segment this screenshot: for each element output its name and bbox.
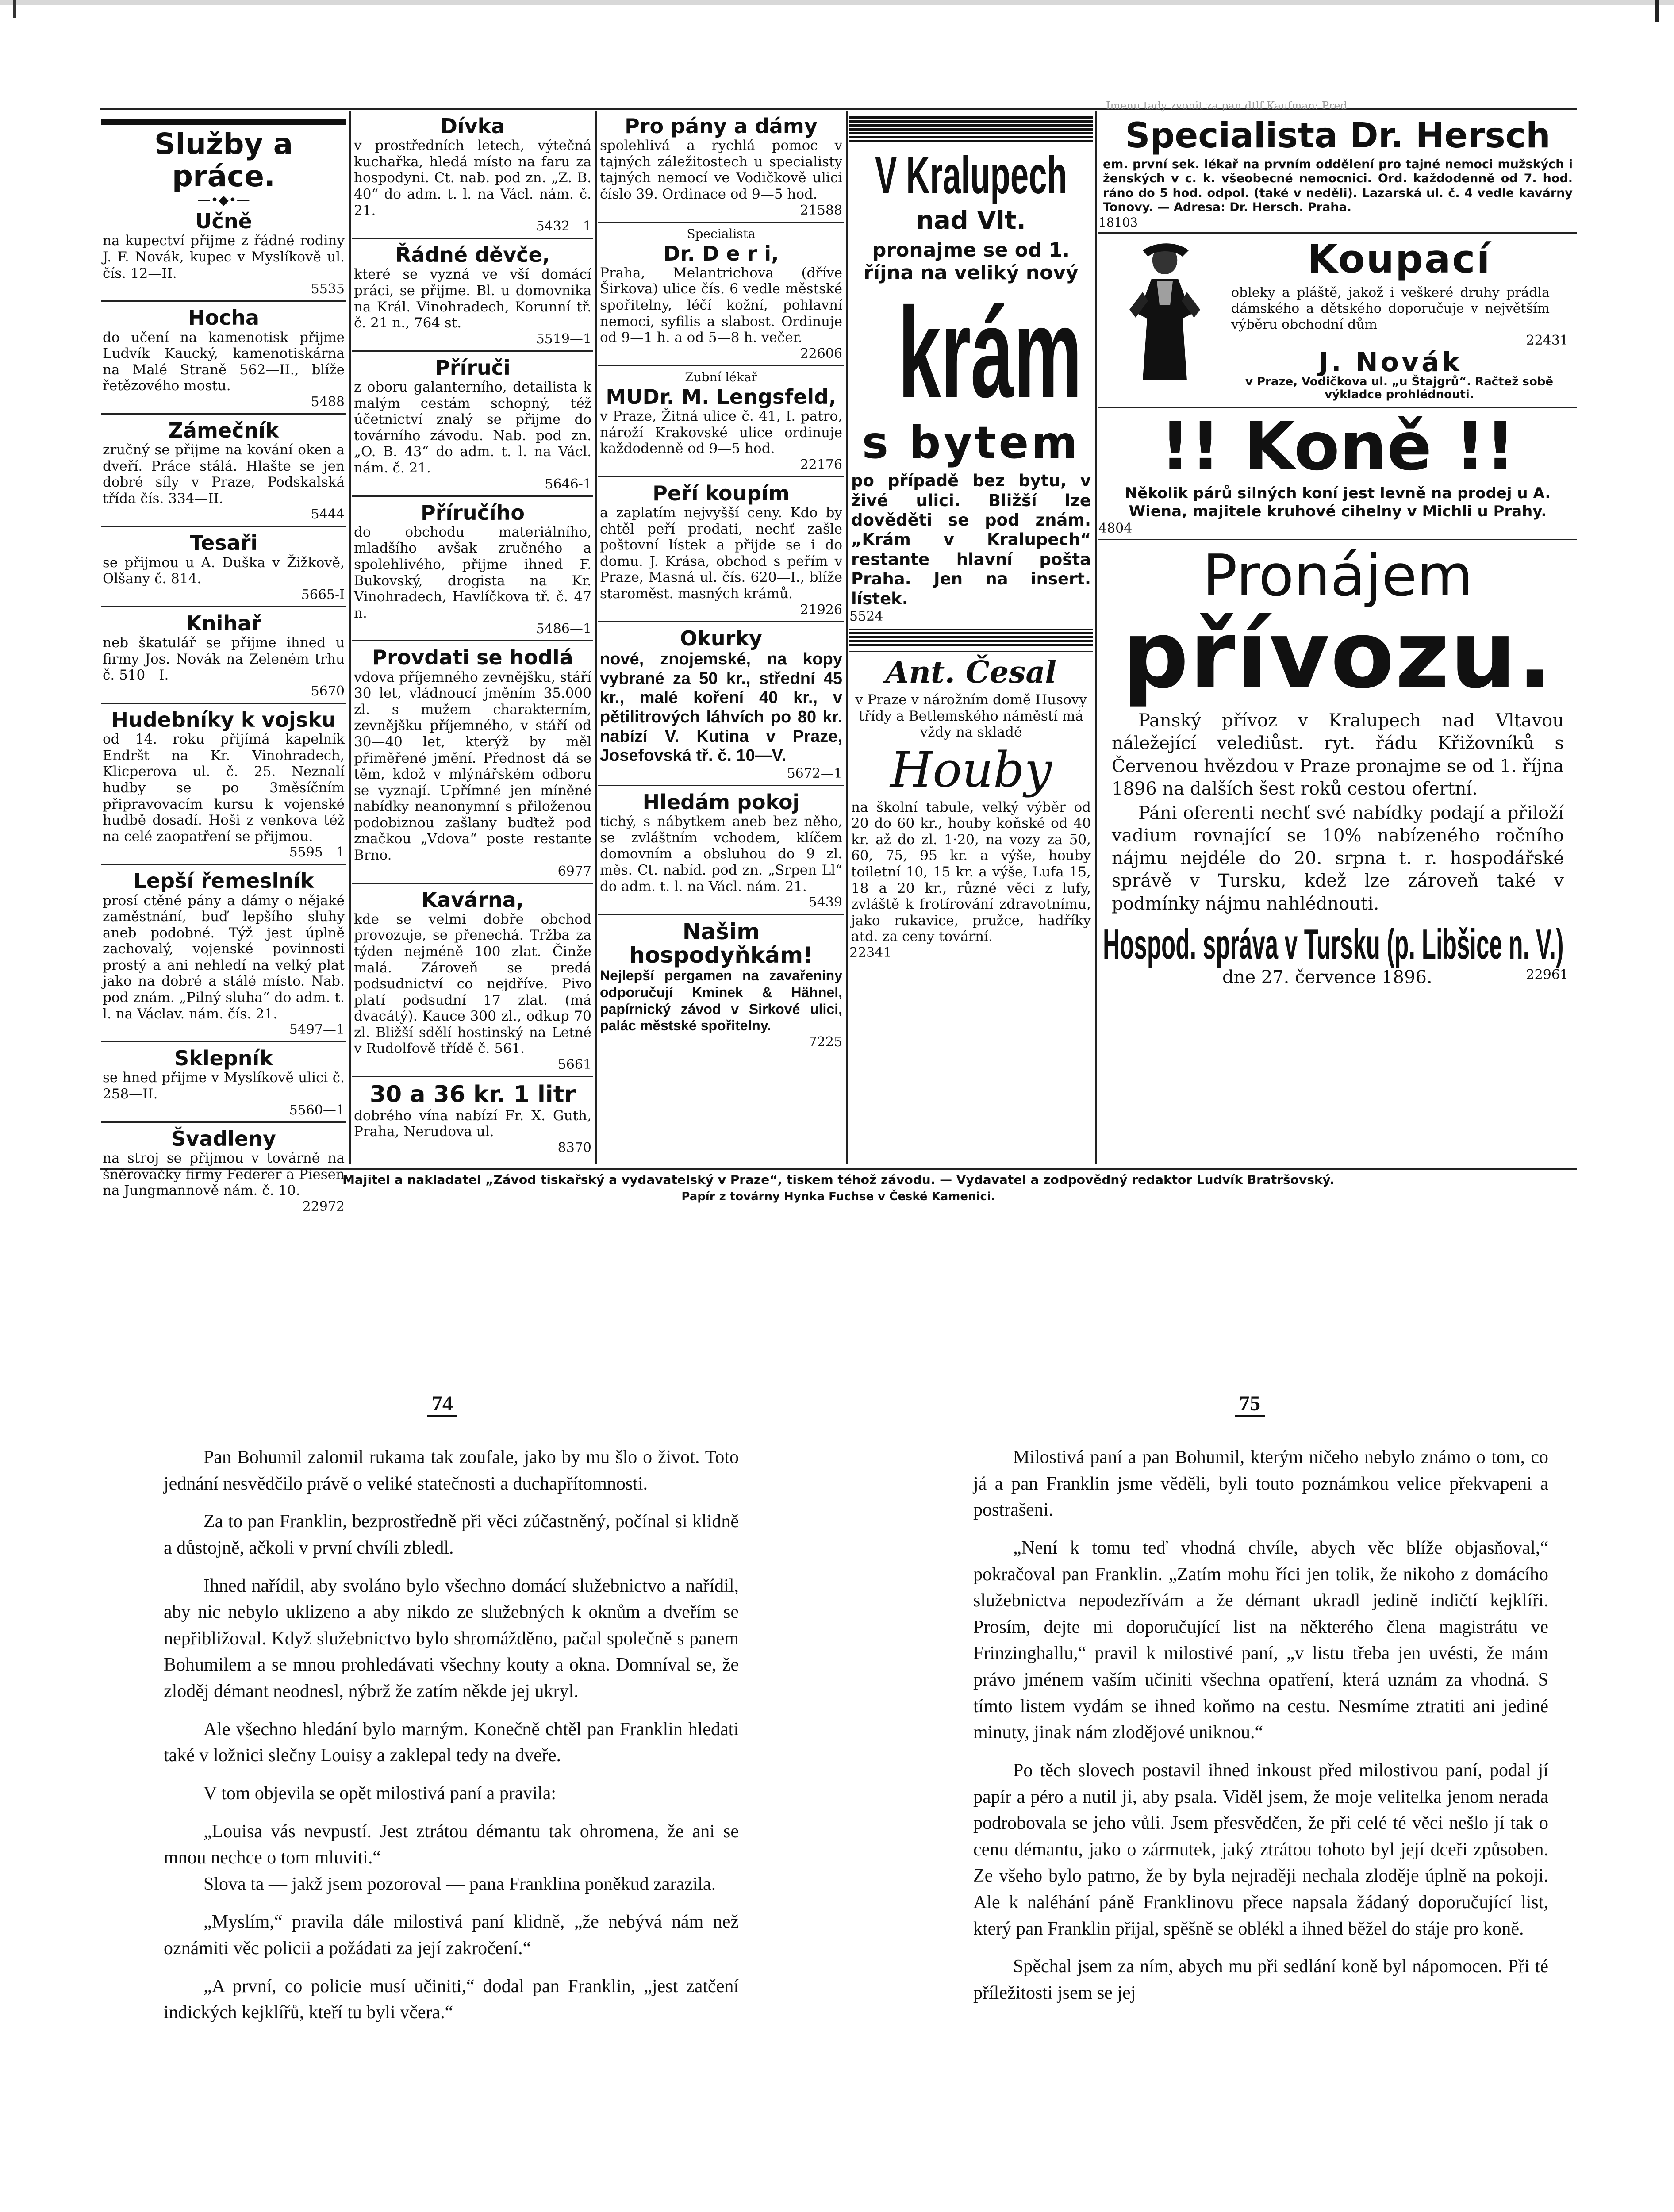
- column-1: [101, 115, 346, 1214]
- ad-number: 5595—1: [289, 845, 345, 860]
- ad-block: [101, 530, 346, 603]
- novel-page-left: [164, 1444, 739, 2212]
- section-title: Služby a práce.: [154, 127, 293, 193]
- rule: [352, 640, 593, 641]
- sprava-signature: Hospod. správa v Tursku (p. Libšice n. V.): [1103, 920, 1564, 968]
- ad-number: 5672—1: [787, 766, 842, 782]
- ad-text: v prostředních letech, výtečná kuchařka, hledá místo na faru za hospodyni. Ct. nab. pod zn. „Z. B. 40“ do adm. t. l. na Václ. nám. č. 21.: [354, 138, 591, 219]
- ad-block: [101, 707, 346, 861]
- houby-text: na školní tabule, velký výběr od 20 do 60 kr., houby koňské od 40 kr. až do zl. 1·20, na vozy za 50, 60, 75, 95 kr. a výše, houby toiletní 10, 15 kr. a výše, Lufa 15, 18 a 20 kr., různé věci z lufy, zvláště k frotírování zdravotnímu, jako rukavice, pružce, hadříky atd. za ceny tovární.: [851, 799, 1091, 945]
- ad-block: [598, 625, 844, 782]
- ad-title: MUDr. M. Lengsfeld,: [606, 384, 837, 409]
- column-2: [352, 113, 593, 1156]
- ad-text: do obchodu materiálního, mladšího avšak zručného a spolehlivého, přijme ihned F. Bukovský, drogista na Kr. Vinohradech, Havlíčkova tř. č. 47 n.: [354, 524, 591, 621]
- ad-number: 21926: [800, 602, 842, 618]
- cesal-text: v Praze v nárožním domě Husovy třídy a Betlemského náměstí má vždy na skladě: [855, 691, 1087, 741]
- ad-title: Dívka: [440, 114, 505, 138]
- ad-text: se přijmou u A. Duška v Žižkově, Olšany č. 814.: [103, 554, 345, 587]
- scan-left-mark: [13, 0, 16, 18]
- ad-block: [101, 417, 346, 523]
- ad-number: 22176: [800, 457, 842, 472]
- header-fragment: Imenu tady zvonit za pan dtlf Kaufman: Pred: [1106, 100, 1348, 112]
- ad-text: tichý, s nábytkem aneb bez něho, se zvláštním vchodem, klíčem domovním a obsluhou do 9 zl. měs. Ct. nabíd. pod zn. „Srpen Ll“ do adm. t. l. na Václ. nám. 21.: [600, 814, 842, 895]
- ad-title: Lepší řemeslník: [133, 869, 314, 893]
- ad-number: 22606: [800, 346, 842, 361]
- page-number-right-text: 75: [1235, 1392, 1265, 1417]
- ad-text: od 14. roku přijímá kapelník Endršt na Kr. Vinohradech, Klicperova ul. č. 25. Neznalí hudby se po 3měsíčním připravovacím kursu k vojenské hudbě dosadí. Hoši z venkova též na celé zaopatření se přijmou.: [103, 731, 345, 845]
- ad-number: 5439: [808, 895, 842, 910]
- bottom-black-band: [849, 629, 1093, 646]
- bather-illustration: [1116, 239, 1213, 385]
- pronajem-title: Pronájem: [1202, 541, 1473, 609]
- column-3: [598, 113, 844, 1144]
- paragraph: Spěchal jsem za ním, abych mu při sedlání koně byl nápomocen. Při té příležitosti jsem se jej: [973, 1956, 1548, 2003]
- ad-text: neb škatulář se přijme ihned u firmy Jos. Novák na Zeleném trhu č. 510—I.: [103, 635, 345, 684]
- imprint-line-2: Papír z továrny Hynka Fuchse v České Kamenici.: [681, 1190, 995, 1203]
- ad-number: 5646-1: [545, 476, 591, 492]
- ad-block: [598, 480, 844, 618]
- ad-block: [598, 918, 844, 1051]
- ad-text: dobrého vína nabízí Fr. X. Guth, Praha, Nerudova ul.: [354, 1107, 591, 1140]
- ad-block: [352, 644, 593, 879]
- rule: [101, 526, 346, 527]
- koupaci-number: 22431: [1526, 332, 1568, 348]
- section-rule: [101, 119, 346, 125]
- ad-text: zručný se přijme na kování oken a dveří. Práce stálá. Hlašte se jen dobré síly v Praze, Podskalská třída čís. 334—II.: [103, 442, 345, 507]
- scan-right-mark: [1655, 0, 1659, 22]
- ad-title: Provdati se hodlá: [372, 645, 573, 670]
- ad-text: které se vyzná ve vší domácí práci, se přijme. Bl. u domovnika na Král. Vinohradech, Korunní tř. č. 21 n., 764 st.: [354, 266, 591, 331]
- ad-block: [101, 208, 346, 298]
- rule: [352, 350, 593, 352]
- column-5: [1098, 116, 1577, 1147]
- ad-text: na stroj se přijmou v továrně na šněrovačky firmy Federer a Piesen na Jungmannově nám. č. 10.: [103, 1150, 345, 1199]
- rule: [101, 1121, 346, 1123]
- kralupy-number: 5524: [849, 608, 883, 624]
- kralupy-details: po případě bez bytu, v živé ulici. Bližší lze dověděti se pod znám. „Krám v Kralupech“ restante hlavní pošta Praha. Jen na insert. lístek.: [851, 471, 1091, 608]
- hersch-text: em. první sek. lékař na prvním oddělení pro tajné nemoci mužských i ženských v c. k. všeobecné nemocnici. Ord. každodenně od 7. hod. ráno do 5 hod. odpol. (také v neděli). Lazarská ul. č. 4 vedle kavárny Tonovy. — Adresa: Dr. Hersch. Praha.: [1103, 157, 1573, 215]
- bytem-word: s bytem: [862, 417, 1080, 469]
- ad-text: na kupectví přijme z řádné rodiny J. F. Novák, kupec v Myslíkově ul. čís. 12—II.: [103, 233, 345, 281]
- sprava-number: 22961: [1526, 967, 1568, 983]
- rule: [352, 495, 593, 497]
- ad-block: [101, 610, 346, 700]
- ad-number: 21588: [800, 202, 842, 218]
- ad-block: [101, 868, 346, 1038]
- paragraph: Ale všechno hledání bylo marným. Konečně chtěl pan Franklin hledati také v ložnici slečny Louisy a zaklepal tedy na dveře.: [164, 1719, 739, 1766]
- ad-block: [598, 113, 844, 219]
- ad-number: 5670: [311, 683, 345, 699]
- ad-text: do učení na kamenotisk přijme Ludvík Kaucký, kamenotiskárna na Malé Straně 562—II., blíže řetězového mostu.: [103, 329, 345, 394]
- ad-title: Hocha: [188, 306, 260, 330]
- ad-text: kde se velmi dobře obchod provozuje, se přenechá. Tržba za týden nejméně 100 zlat. Činže malá. Zároveň se predá podsudnictví co nejdříve. Pivo platí podsudní 17 zlat. (má dvacátý). Kauce 300 zl., odkup 70 zl. Bližší sdělí hostinský na Letné v Rudolfově třídě č. 561.: [354, 911, 591, 1057]
- ad-title: Učně: [195, 209, 252, 234]
- paragraph: Ihned nařídil, aby svoláno bylo všechno domácí služebnictvo a nařídil, aby nic nebylo uklizeno a aby nikdo ze služebných k oknům a dveřím se nepřibližoval. Když služebnictvo bylo shromážděno, pačal společně s panem Bohumilem a se mnou prohledávati všechny kouty a okna. Domníval se, že zloděj démant neodnesl, nýbrž že zatím někde jej ukryl.: [164, 1575, 739, 1701]
- kralupy-sub: nad Vlt.: [916, 206, 1026, 235]
- paragraph: V tom objevila se opět milostivá paní a pravila:: [203, 1783, 557, 1804]
- paragraph: Pan Bohumil zalomil rukama tak zoufale, jako by mu šlo o život. Toto jednání nesvědčilo právě o veliké statečnosti a duchapřítomnosti.: [164, 1447, 739, 1494]
- ad-title: Tesaři: [189, 531, 258, 555]
- prevozu-text: Panský přívoz v Kralupech nad Vltavou náležející velediůst. ryt. řádu Křižovníků s Červenou hvězdou v Praze pronajme se od 1. října 1896 na dalších šest roků cestou ofertní.: [1112, 710, 1564, 799]
- ad-number: 8370: [557, 1140, 591, 1156]
- ad-text: z oboru galanterního, detailista k malým cestám schopný, též účetnictví znalý se přijme do továrního závodu. Nab. pod zn. „O. B. 43“ do adm. t. l. na Václ. nám. č. 21.: [354, 379, 591, 476]
- ad-title: Řádné děvče,: [395, 243, 550, 267]
- rule: [101, 606, 346, 607]
- ad-title: Dr. D e r i,: [663, 241, 779, 265]
- ad-text: v Praze, Žitná ulice č. 41, I. patro, nároží Krakovské ulice ordinuje každodenně od 9—5 hod.: [600, 408, 842, 457]
- sprava-date: dne 27. července 1896.: [1222, 967, 1432, 987]
- ad-title: Knihař: [186, 611, 261, 635]
- rule: [1098, 407, 1577, 408]
- hersch-number: 18103: [1098, 215, 1138, 230]
- rule: [598, 785, 844, 786]
- prevozu-text-2: Páni oferenti nechť své nabídky podají a přiloží vadium rovnající se 10% nabízeného ročního nájmu nejdéle do 20. srpna t. r. hospodářské správě v Tursku, kdež lze zároveň také v podmínky nájmu nahlédnouti.: [1112, 803, 1564, 914]
- ad-text: vdova příjemného zevnějšku, stáří 30 let, vládnoucí jměním 35.000 zl. s mužem charakterním, zevnějšku příjemného, v stáří od 30—40 let, kterýž by měl přiměřené jmění. Přednost dá se těm, kdož v mlýnářském odboru se vyznají. Upřímné jen míněné nabídky neanonymní s přiloženou podobiznou zašlany buďtež pod značkou „Vdova“ poste restante Brno.: [354, 669, 591, 863]
- rule: [101, 300, 346, 302]
- houby-number: 22341: [849, 945, 892, 960]
- top-black-band: [849, 116, 1093, 142]
- ad-number: 5444: [311, 507, 345, 522]
- kram-word: krám: [898, 281, 1082, 425]
- kone-title: !! Koně !!: [1160, 408, 1516, 485]
- rule: [352, 883, 593, 884]
- rule: [1098, 539, 1577, 540]
- ad-title: Švadleny: [171, 1126, 276, 1151]
- ad-number: 5432—1: [536, 219, 591, 234]
- scan-top-edge: [0, 0, 1674, 5]
- ad-block: [352, 1080, 593, 1156]
- column-divider-2: [595, 111, 597, 1164]
- ad-number: 5488: [311, 394, 345, 410]
- ad-number: 7225: [808, 1034, 842, 1050]
- ad-block: [352, 354, 593, 493]
- ad-block: [598, 789, 844, 911]
- kone-text: Několik párů silných koní jest levně na prodej u A. Wiena, majitele kruhové cihelny v Michli u Prahy.: [1125, 484, 1551, 520]
- ad-number: 22972: [302, 1198, 345, 1214]
- paragraph: Slova ta — jakž jsem pozoroval — pana Franklina poněkud zarazila.: [203, 1874, 716, 1894]
- ad-text: Nejlepší pergamen na zavařeniny odporučují Kminek & Hähnel, papírnický závod v Sirkové ulici, palác městské spořitelny.: [600, 968, 842, 1034]
- ad-block: [598, 226, 844, 362]
- novel-page-right: [973, 1444, 1548, 2212]
- column-divider-4: [1095, 111, 1097, 1164]
- column-divider-1: [349, 111, 351, 1164]
- ad-number: 5560—1: [289, 1102, 345, 1118]
- kralupy-headline: V Kralupech: [875, 146, 1067, 205]
- rule: [352, 238, 593, 239]
- ad-block: [598, 369, 844, 473]
- paragraph: „A první, co policie musí učiniti,“ dodal pan Franklin, „jest zatčení indických kejklířů, kteří tu byli včera.“: [164, 1976, 739, 2023]
- rule: [598, 476, 844, 477]
- ad-block: [352, 499, 593, 638]
- paragraph: „Není k tomu teď vhodná chvíle, abych věc blíže objasňoval,“ pokračoval pan Franklin. „Zatím mohu říci jen tolik, že nikoho z domácího služebnictva nepodezřívám a že démant ukradl jedině indičtí kejklíři. Prosím, dejte mi doporučující list na některého člena magistrátu ve Frinzinghallu,“ pravil k milostivé paní, „v listu třeba jen uvésti, že mám právo jménem vaším učiniti všechna opatření, která uznám za vhodná. S tímto listem vydám se ihned koňmo na cestu. Nesmíme ztratiti ani jediné minuty, jinak nám zlodějové uniknou.“: [973, 1537, 1548, 1743]
- rule: [598, 365, 844, 366]
- ad-number: 5661: [557, 1057, 591, 1073]
- ad-title: Kavárna,: [421, 887, 524, 912]
- ad-block: [352, 113, 593, 235]
- ad-title: 30 a 36 kr. 1 litr: [369, 1081, 576, 1108]
- ad-title: Příručího: [421, 500, 525, 525]
- rule: [101, 703, 346, 704]
- novak-name: J. Novák: [1318, 346, 1463, 378]
- ad-number: 5665-I: [301, 587, 345, 603]
- ad-number: 5497—1: [289, 1022, 345, 1038]
- hersch-title: Specialista Dr. Hersch: [1125, 116, 1551, 156]
- page-number-left: [398, 1391, 487, 1416]
- prevozu-title: přívozu.: [1122, 601, 1554, 710]
- ad-text: nové, znojemské, na kopy vybrané za 50 kr., střední 45 kr., malé koření 40 kr., v pětilitrových láhvích po 80 kr. nabízí V. Kutina v Praze, Josefovská tř. č. 10—V.: [600, 649, 842, 765]
- koupaci-ad: [1098, 236, 1577, 402]
- kralupy-offer: pronajme se od 1. října na veliký nový: [864, 239, 1079, 284]
- kone-number: 4804: [1098, 520, 1133, 536]
- rule: [101, 1041, 346, 1042]
- koupaci-title: Koupací: [1307, 236, 1491, 282]
- ad-title: Okurky: [680, 626, 762, 650]
- rule: [598, 222, 844, 223]
- rule: [849, 651, 1093, 652]
- ad-number: 5519—1: [536, 331, 591, 347]
- ad-number: 6977: [557, 863, 591, 879]
- houby-script: Houby: [890, 741, 1052, 798]
- ad-title: Hudebníky k vojsku: [111, 707, 336, 732]
- rule: [598, 621, 844, 622]
- ad-block: [352, 887, 593, 1074]
- ad-block: [101, 1045, 346, 1118]
- ad-text: se hned přijme v Myslíkově ulici č. 258—II.: [103, 1070, 345, 1102]
- column-divider-3: [846, 111, 848, 1164]
- ad-block: [352, 242, 593, 348]
- ad-number: 5535: [311, 281, 345, 297]
- rule: [1098, 232, 1577, 234]
- ad-title: Našim hospodyňkám!: [629, 919, 813, 968]
- ad-text: Praha, Melantrichova (dříve Širkova) ulice čís. 6 vedle městské spořitelny, léčí kožní, pohlavní nemoci, syfilis a slabost. Ordinuje od 9—1 h. a od 5—8 h. večer.: [600, 265, 842, 346]
- paragraph: „Louisa vás nevpustí. Jest ztrátou démantu tak ohromena, že ani se mnou nechce o tom mluviti.“: [164, 1821, 739, 1868]
- paragraph: „Myslím,“ pravila dále milostivá paní klidně, „že nebývá nám než oznámiti věc policii a požádati za její zakročení.“: [164, 1912, 739, 1959]
- koupaci-text: obleky a pláště, jakož i veškeré druhy prádla dámského a dětského doporučuje v největším výběru obchodní dům: [1231, 284, 1550, 332]
- ad-block: [101, 304, 346, 411]
- ad-title: Zámečník: [168, 418, 279, 442]
- ad-text: spolehlivá a rychlá pomoc v tajných záležitostech u specialisty tajných nemocí ve Vodičkově ulici číslo 39. Ordinace od 9—5 hod.: [600, 138, 842, 203]
- page-number-left-text: 74: [427, 1392, 457, 1417]
- ad-title: Sklepník: [174, 1046, 273, 1071]
- rule: [352, 1076, 593, 1077]
- ad-number: 5486—1: [536, 621, 591, 637]
- rule: [101, 864, 346, 865]
- ornament: —•◆•—: [197, 192, 250, 208]
- rule: [598, 914, 844, 915]
- cesal-name: Ant. Česal: [885, 654, 1057, 690]
- page-number-right: [1206, 1391, 1294, 1416]
- paragraph: Milostivá paní a pan Bohumil, kterým ničeho nebylo známo o tom, co já a pan Franklin jsme věděli, byli touto poznámkou velice překvapeni a postrašeni.: [973, 1447, 1548, 1521]
- ad-title: Hledám pokoj: [642, 790, 800, 814]
- ad-title: Pro pány a dámy: [625, 114, 818, 138]
- ad-title: Příruči: [435, 355, 511, 380]
- ad-text: prosí ctěné pány a dámy o nějaké zaměstnání, buď lepšího sluhy aneb podobné. Týž jest úplně zachovalý, vojenské povinnosti prostý a ani nehledí na velký plat jako na dobré a stálé místo. Nab. pod znám. „Pilný sluha“ do adm. t. l. na Václav. nám. čís. 21.: [103, 892, 345, 1022]
- column-4: [849, 116, 1093, 1147]
- ad-pretitle: Specialista: [687, 226, 756, 241]
- ad-title: Peří koupím: [653, 481, 790, 505]
- ad-text: a zaplatím nejvyšší ceny. Kdo by chtěl peří prodati, nechť zašle poštovní lístek a přijde se i do domu. J. Krása, obchod s peřím v Praze, Masná ul. čís. 620—I., blíže staroměst. masných krámů.: [600, 505, 842, 602]
- ad-pretitle: Zubní lékař: [685, 369, 757, 384]
- imprint-line-1: Majitel a nakladatel „Závod tiskařský a vydavatelský v Praze“, tiskem téhož závodu. — Vydavatel a zodpovědný redaktor Ludvík Bratršovský.: [342, 1172, 1334, 1187]
- paragraph: Za to pan Franklin, bezprostředně při věci zúčastněný, počínal si klidně a důstojně, ačkoli v první chvíli zbledl.: [164, 1511, 739, 1558]
- rule: [101, 413, 346, 415]
- sprava-date-row: [1098, 967, 1577, 987]
- paragraph: Po těch slovech postavil ihned inkoust před milostivou paní, podal jí papír a péro a nutil ji, aby psala. Viděl jsem, že moje velitelka jenom nerada podrobovala se jeho vůli. Jsem přesvědčen, že při celé té věci nešlo jí tak o cenu démantu, jako o zármutek, jaký ztrátou tohoto byl její dceři způsoben. Ze všeho bylo patrno, že by byla nejraději nechala zloděje úplně na pokoji. Ale k naléhání páně Franklinovu přece napsala žádaný doporučující list, který pan Franklin přijal, spěšně se oblékl a ihned běžel do stáje pro koně.: [973, 1760, 1548, 1939]
- novak-text: v Praze, Vodičkova ul. „u Štajgrů“. Račtež sobě výkladce prohlédnouti.: [1245, 375, 1553, 402]
